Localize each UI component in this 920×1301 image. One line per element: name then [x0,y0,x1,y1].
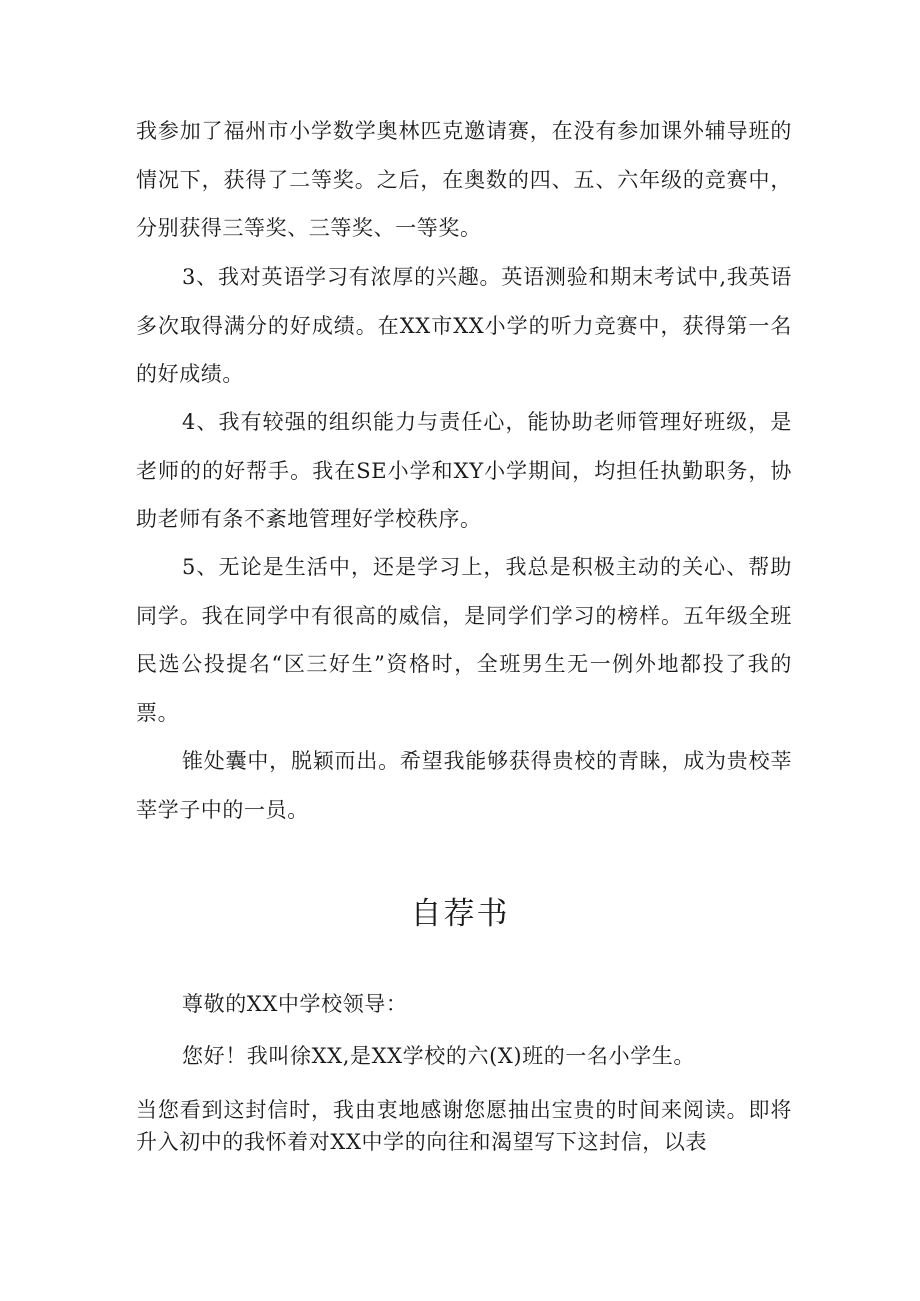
paragraph-english: 3、我对英语学习有浓厚的兴趣。英语测验和期末考试中,我英语多次取得满分的好成绩。在XX市XX小学的听力竞赛中，获得第一名的好成绩。 [136,265,792,386]
salutation: 尊敬的XX中学校领导： [182,992,408,1016]
greeting: 您好！我叫徐XX,是XX学校的六(X)班的一名小学生。 [182,1044,696,1068]
letter-title: 自荐书 [410,896,510,932]
paragraph-organization: 4、我有较强的组织能力与责任心，能协助老师管理好班级，是老师的的好帮手。我在SE小学和XY小学期间，均担任执勤职务，协助老师有条不紊地管理好学校秩序。 [136,410,792,531]
letter-body-paragraph: 当您看到这封信时，我由衷地感谢您愿抽出宝贵的时间来阅读。即将升入初中的我怀着对XX中学的向往和渴望写下这封信，以表 [136,1098,792,1154]
paragraph-conclusion: 锥处囊中，脱颖而出。希望我能够获得贵校的青睐，成为贵校莘莘学子中的一员。 [136,749,792,822]
paragraph-helping-classmates: 5、无论是生活中，还是学习上，我总是积极主动的关心、帮助同学。我在同学中有很高的威信，是同学们学习的榜样。五年级全班民选公投提名“区三好生”资格时，全班男生无一例外地都投了我的票。 [136,555,792,725]
paragraph-math-award: 我参加了福州市小学数学奥林匹克邀请赛，在没有参加课外辅导班的情况下，获得了二等奖。之后，在奥数的四、五、六年级的竞赛中，分别获得三等奖、三等奖、一等奖。 [136,119,792,240]
